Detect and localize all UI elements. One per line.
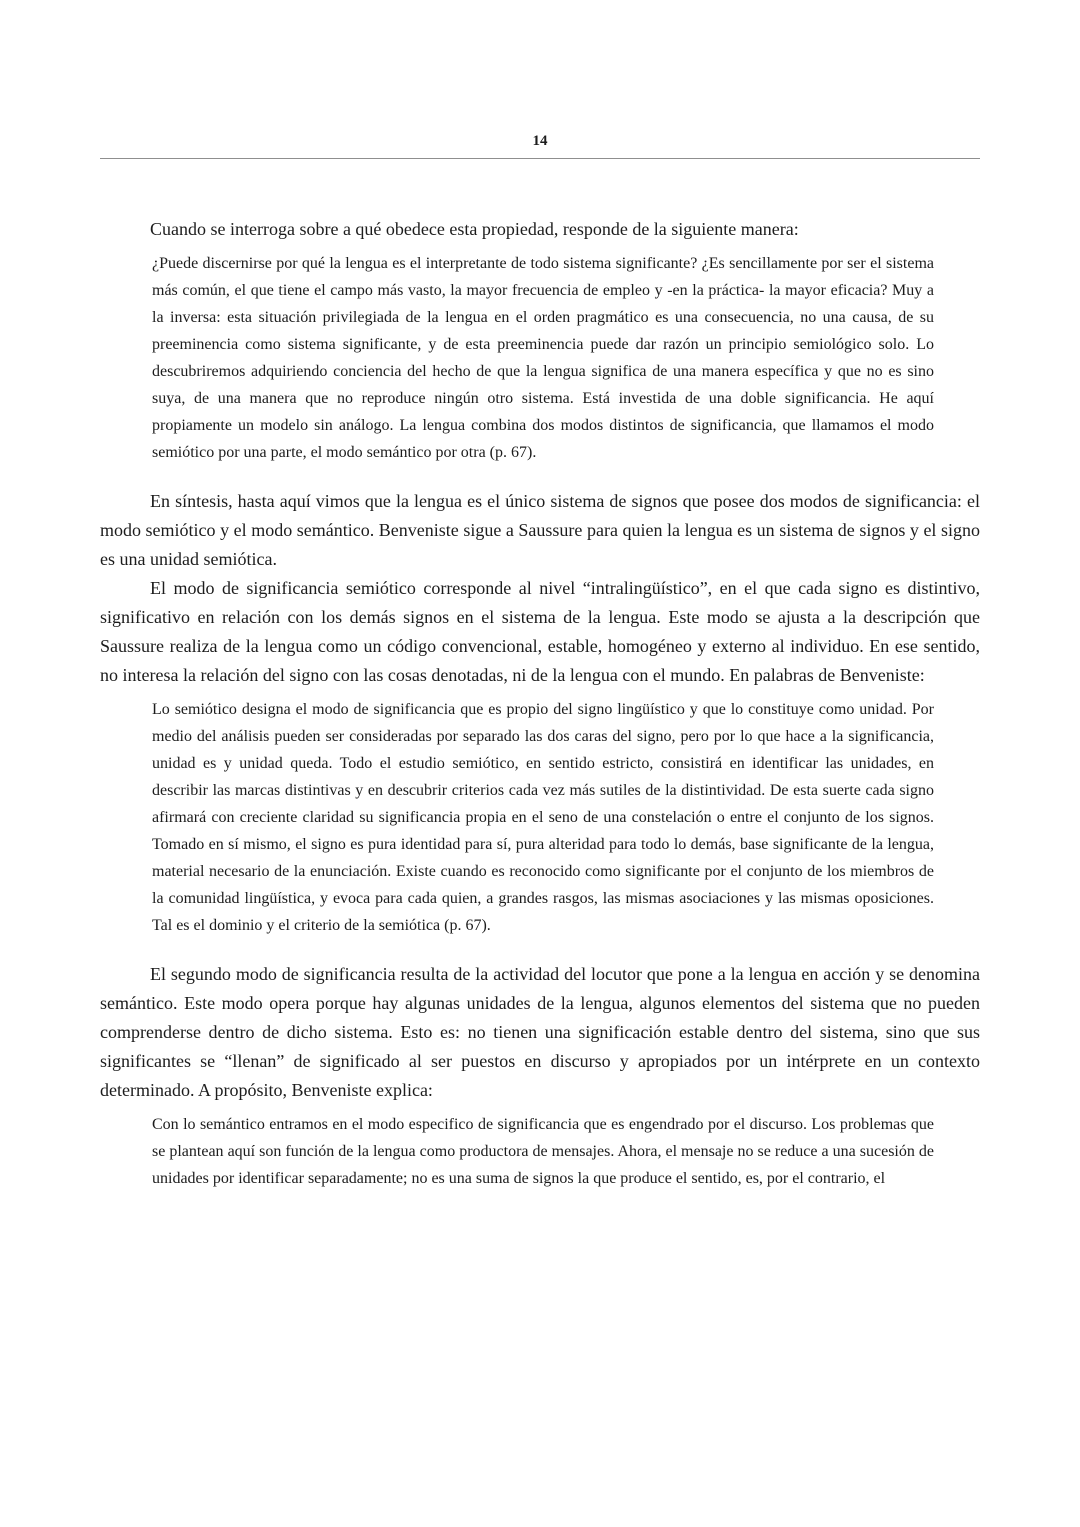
page-header [100, 133, 980, 159]
blockquote-benveniste-2: Lo semiótico designa el modo de significancia que es propio del signo lingüístico y que lo constituye como unidad. Por medio del análisis pueden ser consideradas por separado las dos caras del signo, pero por lo que hace a la significancia, unidad es y unidad queda. Todo el estudio semiótico, en sentido estricto, consistirá en identificar las unidades, en describir las marcas distintivas y en descubrir criterios cada vez más sutiles de la distintividad. De esta suerte cada signo afirmará con creciente claridad su significancia propia en el seno de una constelación o entre el conjunto de los signos. Tomado en sí mismo, el signo es pura identidad para sí, pura alteridad para todo lo demás, base significante de la lengua, material necesario de la enunciación. Existe cuando es reconocido como significante por el conjunto de los miembros de la comunidad lingüística, y evoca para cada quien, a grandes rasgos, las mismas asociaciones y las mismas oposiciones. Tal es el dominio y el criterio de la semiótica (p. 67). [152, 701, 934, 934]
paragraph-semiotic-mode: El modo de significancia semiótico corresponde al nivel “intralingüístico”, en el que cada signo es distintivo, significativo en relación con los demás signos en el sistema de la lengua. Este modo se ajusta a la descripción que Saussure realiza de la lengua como un código convencional, estable, homogéneo y externo al individuo. En ese sentido, no interesa la relación del signo con las cosas denotadas, ni de la lengua con el mundo. En palabras de Benveniste: [100, 578, 980, 685]
paragraph-synthesis: En síntesis, hasta aquí vimos que la lengua es el único sistema de signos que posee dos modos de significancia: el modo semiótico y el modo semántico. Benveniste sigue a Saussure para quien la lengua es un sistema de signos y el signo es una unidad semiótica. [100, 491, 980, 569]
blockquote-benveniste-3: Con lo semántico entramos en el modo especifico de significancia que es engendrado por el discurso. Los problemas que se plantean aquí son función de la lengua como productora de mensajes. Ahora, el mensaje no se reduce a una sucesión de unidades por identificar separadamente; no es una suma de signos la que produce el sentido, es, por el contrario, el [152, 1116, 934, 1187]
blockquote-benveniste-1: ¿Puede discernirse por qué la lengua es el interpretante de todo sistema significante? ¿Es sencillamente por ser el sistema más común, el que tiene el campo más vasto, la mayor frecuencia de empleo y -en la práctica- la mayor eficacia? Muy a la inversa: esta situación privilegiada de la lengua en el orden pragmático es una consecuencia, no una causa, de su preeminencia como sistema significante, y de esta preeminencia puede dar razón un principio semiológico solo. Lo descubriremos adquiriendo conciencia del hecho de que la lengua significa de una manera específica y que no es sino suya, de una manera que no reproduce ningún otro sistema. Está investida de una doble significancia. He aquí propiamente un modelo sin análogo. La lengua combina dos modos distintos de significancia, que llamamos el modo semiótico por una parte, el modo semántico por otra (p. 67). [152, 255, 934, 461]
paragraph-semantic-mode: El segundo modo de significancia resulta de la actividad del locutor que pone a la lengua en acción y se denomina semántico. Este modo opera porque hay algunas unidades de la lengua, algunos elementos del sistema que no pueden comprenderse dentro de dicho sistema. Esto es: no tienen una significación estable dentro del sistema, sino que sus significantes se “llenan” de significado al ser puestos en discurso y apropiados por un intérprete en un contexto determinado. A propósito, Benveniste explica: [100, 964, 980, 1100]
page-body [100, 215, 980, 1192]
page-number: 14 [532, 133, 548, 149]
header-divider [100, 158, 980, 159]
paragraph-intro: Cuando se interroga sobre a qué obedece esta propiedad, responde de la siguiente manera: [150, 219, 799, 239]
